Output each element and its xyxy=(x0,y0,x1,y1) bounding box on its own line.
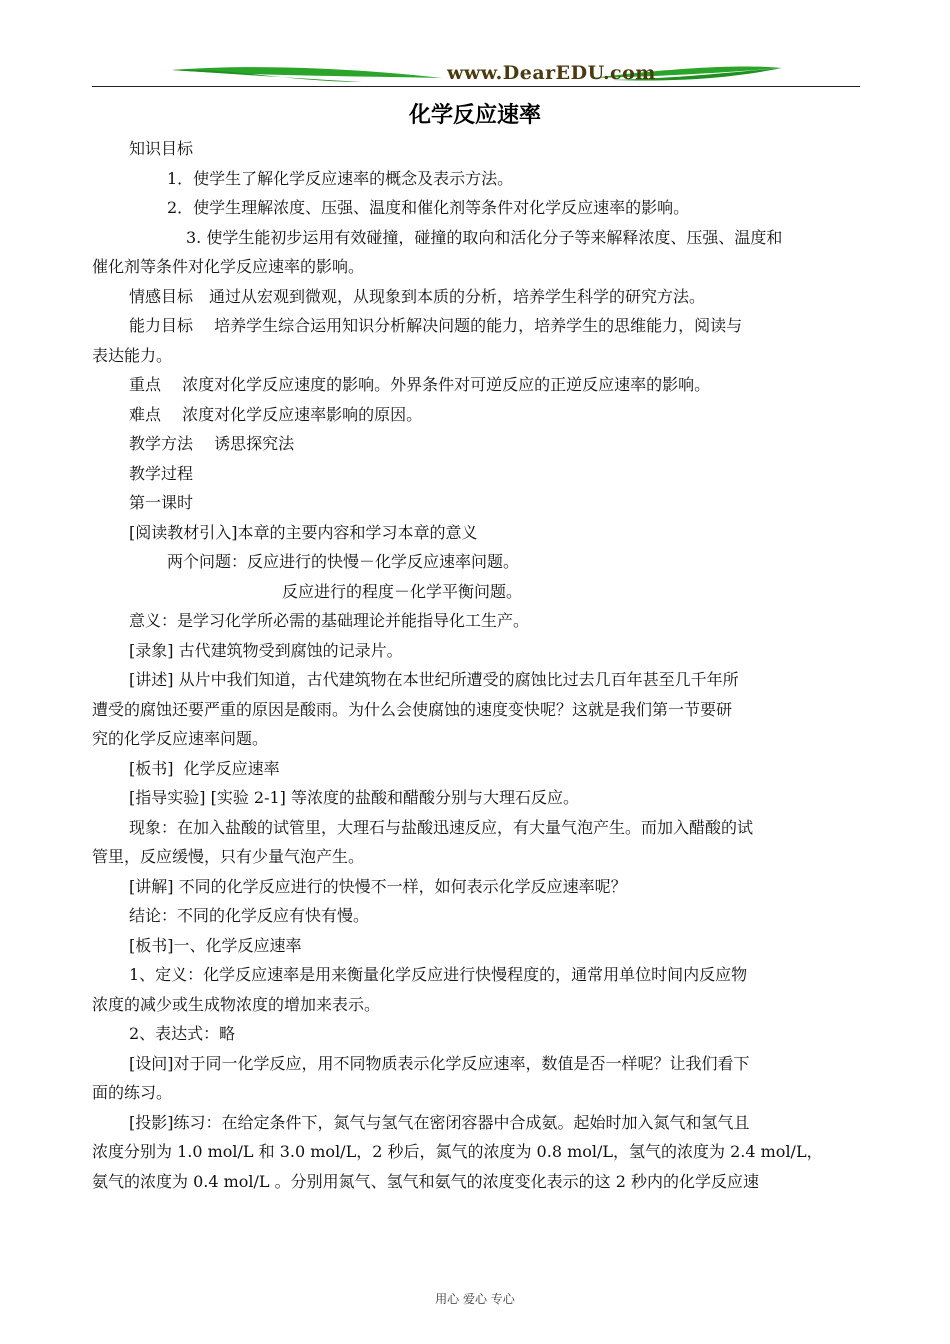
paragraph-line: 1．使学生了解化学反应速率的概念及表示方法。 xyxy=(167,168,514,188)
paragraph-line: 表达能力。 xyxy=(92,345,173,365)
paragraph-line: [指导实验] [实验 2-1] 等浓度的盐酸和醋酸分别与大理石反应。 xyxy=(129,788,579,807)
paragraph-line: 重点 浓度对化学反应速度的影响。外界条件对可逆反应的正逆反应速率的影响。 xyxy=(129,375,711,394)
page-title: 化学反应速率 xyxy=(408,103,541,128)
paragraph-line: 难点 浓度对化学反应速率影响的原因。 xyxy=(129,404,423,424)
paragraph-line: 催化剂等条件对化学反应速率的影响。 xyxy=(92,257,365,276)
site-header xyxy=(92,56,860,90)
paragraph-line: 遭受的腐蚀还要严重的原因是酸雨。为什么会使腐蚀的速度变快呢？这就是我们第一节要研 xyxy=(92,699,733,719)
paragraph-line: 1、定义：化学反应速率是用来衡量化学反应进行快慢程度的，通常用单位时间内反应物 xyxy=(129,965,748,984)
paragraph-line: 知识目标 xyxy=(129,139,194,158)
paragraph-line: 意义：是学习化学所必需的基础理论并能指导化工生产。 xyxy=(129,611,530,630)
site-logo-text[interactable]: www.DearEDU.com xyxy=(447,62,656,84)
paragraph-line: [设问]对于同一化学反应，用不同物质表示化学反应速率，数值是否一样呢？让我们看下 xyxy=(129,1053,750,1073)
page-footer: 用心 爱心 专心 xyxy=(435,1292,515,1306)
paragraph-line: [板书] 化学反应速率 xyxy=(129,758,280,778)
paragraph-line: 浓度的减少或生成物浓度的增加来表示。 xyxy=(92,994,381,1014)
paragraph-line: 能力目标 培养学生综合运用知识分析解决问题的能力，培养学生的思维能力，阅读与 xyxy=(129,316,743,335)
paragraph-line: 教学方法 诱思探究法 xyxy=(129,434,295,453)
paragraph-line: 2、表达式：略 xyxy=(129,1024,236,1043)
paragraph-line: [阅读教材引入]本章的主要内容和学习本章的意义 xyxy=(129,522,478,542)
paragraph-line: 浓度分别为 1.0 mol/L 和 3.0 mol/L，2 秒后，氮气的浓度为 0.8 mol/L，氢气的浓度为 2.4 mol/L， xyxy=(92,1142,823,1161)
paragraph-line: [录象] 古代建筑物受到腐蚀的记录片。 xyxy=(129,640,403,660)
paragraph-line: 氨气的浓度为 0.4 mol/L 。分别用氮气、氢气和氨气的浓度变化表示的这 2 秒内的化学反应速 xyxy=(92,1171,759,1191)
paragraph-line: [讲述] 从片中我们知道，古代建筑物在本世纪所遭受的腐蚀比过去几百年甚至几千年所 xyxy=(129,670,739,689)
paragraph-line: 两个问题：反应进行的快慢－化学反应速率问题。 xyxy=(167,552,520,571)
paragraph-line: [板书]一、化学反应速率 xyxy=(129,935,302,955)
document-body xyxy=(92,134,860,1196)
paragraph-line: 2．使学生理解浓度、压强、温度和催化剂等条件对化学反应速率的影响。 xyxy=(167,198,690,217)
paragraph-line: 教学过程 xyxy=(129,463,194,483)
paragraph-line: 面的练习。 xyxy=(92,1083,173,1102)
paragraph-line: [投影]练习：在给定条件下，氮气与氢气在密闭容器中合成氨。起始时加入氮气和氢气且 xyxy=(129,1112,750,1132)
paragraph-line: 反应进行的程度－化学平衡问题。 xyxy=(282,581,523,601)
paragraph-line: 究的化学反应速率问题。 xyxy=(92,729,269,748)
paragraph-line: 第一课时 xyxy=(129,493,194,512)
paragraph-line: 情感目标 通过从宏观到微观，从现象到本质的分析，培养学生科学的研究方法。 xyxy=(129,286,706,306)
header-rule xyxy=(92,86,860,87)
paragraph-line: 管里，反应缓慢，只有少量气泡产生。 xyxy=(92,847,365,866)
paragraph-line: 结论：不同的化学反应有快有慢。 xyxy=(129,906,370,925)
paragraph-line: 3. 使学生能初步运用有效碰撞，碰撞的取向和活化分子等来解释浓度、压强、温度和 xyxy=(186,227,783,247)
paragraph-line: 现象：在加入盐酸的试管里，大理石与盐酸迅速反应，有大量气泡产生。而加入醋酸的试 xyxy=(129,817,754,837)
paragraph-line: [讲解] 不同的化学反应进行的快慢不一样，如何表示化学反应速率呢？ xyxy=(129,876,627,896)
